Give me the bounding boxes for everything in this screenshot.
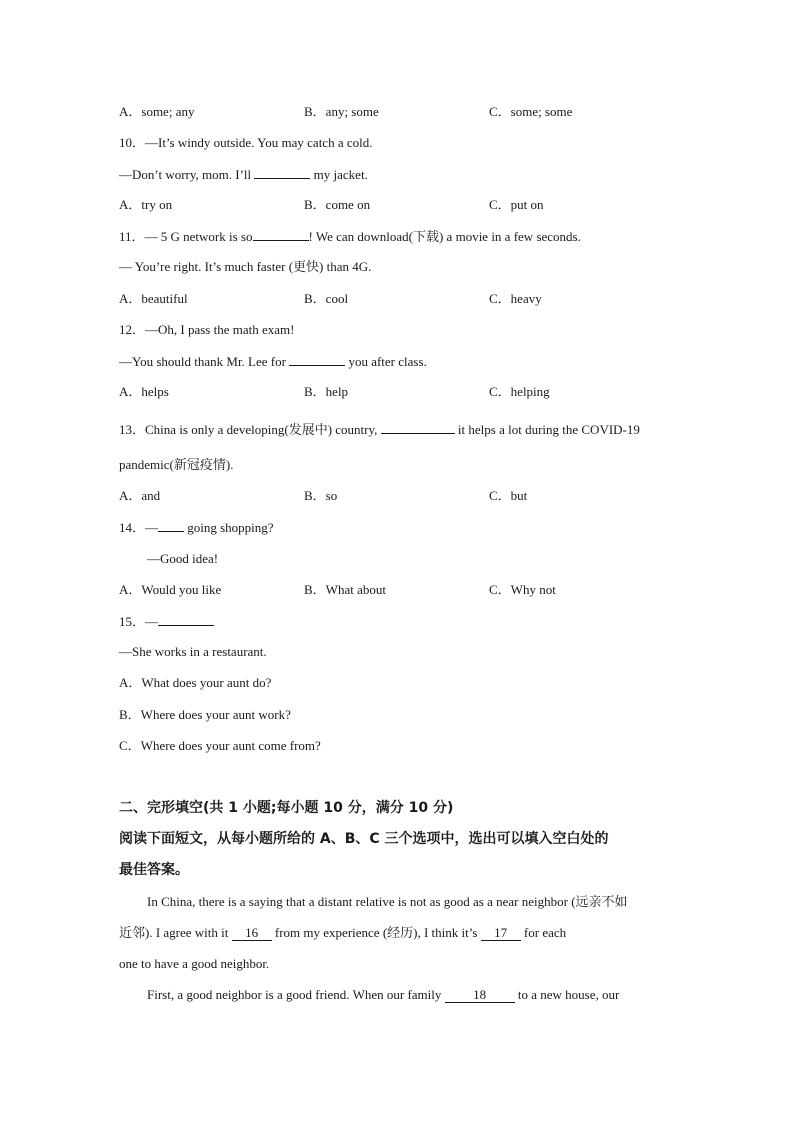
q10-option-c: C．put on [489, 197, 544, 212]
blank-18: 18 [445, 988, 515, 1003]
q12-stem: 12．—Oh, I pass the math exam! [119, 322, 295, 337]
q13-option-b: B．so [304, 488, 338, 503]
answer-blank [381, 421, 455, 434]
section-instructions: 阅读下面短文，从每小题所给的 A、B、C 三个选项中，选出可以填入空白处的 [119, 831, 609, 847]
q9-option-c: C．some; some [489, 104, 573, 119]
q14-stem: 14．— going shopping? [119, 520, 274, 535]
q14-option-c: C．Why not [489, 582, 556, 597]
blank-16: 16 [232, 926, 272, 941]
section-title: 二、完形填空(共 1 小题;每小题 10 分，满分 10 分) [119, 800, 454, 816]
q15-option-b: B．Where does your aunt work? [119, 707, 291, 722]
answer-blank [253, 228, 309, 241]
passage-line-2: 近邻). I agree with it 16 from my experience (经历), I think it’s 17 for each [119, 925, 567, 940]
passage-line-3: one to have a good neighbor. [119, 956, 270, 971]
q15-option-a: A．What does your aunt do? [119, 675, 272, 690]
q10-stem: 10．—It’s windy outside. You may catch a cold. [119, 135, 373, 150]
q14-line2: —Good idea! [147, 551, 219, 566]
q13-line2: pandemic(新冠疫情). [119, 457, 234, 472]
answer-blank [289, 353, 345, 366]
answer-blank [158, 613, 214, 626]
section-instructions-cont: 最佳答案。 [119, 862, 189, 878]
q13-option-c: C．but [489, 488, 528, 503]
q11-option-a: A．beautiful [119, 291, 188, 306]
q12-line2: —You should thank Mr. Lee for you after class. [119, 354, 427, 369]
q11-option-c: C．heavy [489, 291, 542, 306]
q10-option-a: A．try on [119, 197, 173, 212]
q15-option-c: C．Where does your aunt come from? [119, 738, 321, 753]
passage-line-1: In China, there is a saying that a distant relative is not as good as a near neighbor (远亲不如 [147, 894, 628, 909]
q11-line2: — You’re right. It’s much faster (更快) than 4G. [119, 259, 372, 274]
passage-line-4: First, a good neighbor is a good friend. When our family 18 to a new house, our [147, 987, 620, 1002]
q12-option-c: C．helping [489, 384, 550, 399]
q12-option-a: A．helps [119, 384, 169, 399]
q15-stem: 15．— [119, 613, 214, 630]
answer-blank [254, 166, 310, 179]
q11-option-b: B．cool [304, 291, 349, 306]
q14-option-b: B．What about [304, 582, 386, 597]
q13-option-a: A．and [119, 488, 161, 503]
q15-line2: —She works in a restaurant. [119, 644, 267, 659]
q9-option-a: A．some; any [119, 104, 195, 119]
answer-blank [158, 519, 184, 532]
q9-option-b: B．any; some [304, 104, 379, 119]
q12-option-b: B．help [304, 384, 349, 399]
blank-17: 17 [481, 926, 521, 941]
q13-stem: 13．China is only a developing(发展中) country, it helps a lot during the COVID-19 [119, 422, 640, 437]
q10-line2: —Don’t worry, mom. I’ll my jacket. [119, 167, 368, 182]
q14-option-a: A．Would you like [119, 582, 222, 597]
q11-stem: 11．— 5 G network is so ! We can download(下载) a movie in a few seconds. [119, 229, 581, 244]
q10-option-b: B．come on [304, 197, 371, 212]
